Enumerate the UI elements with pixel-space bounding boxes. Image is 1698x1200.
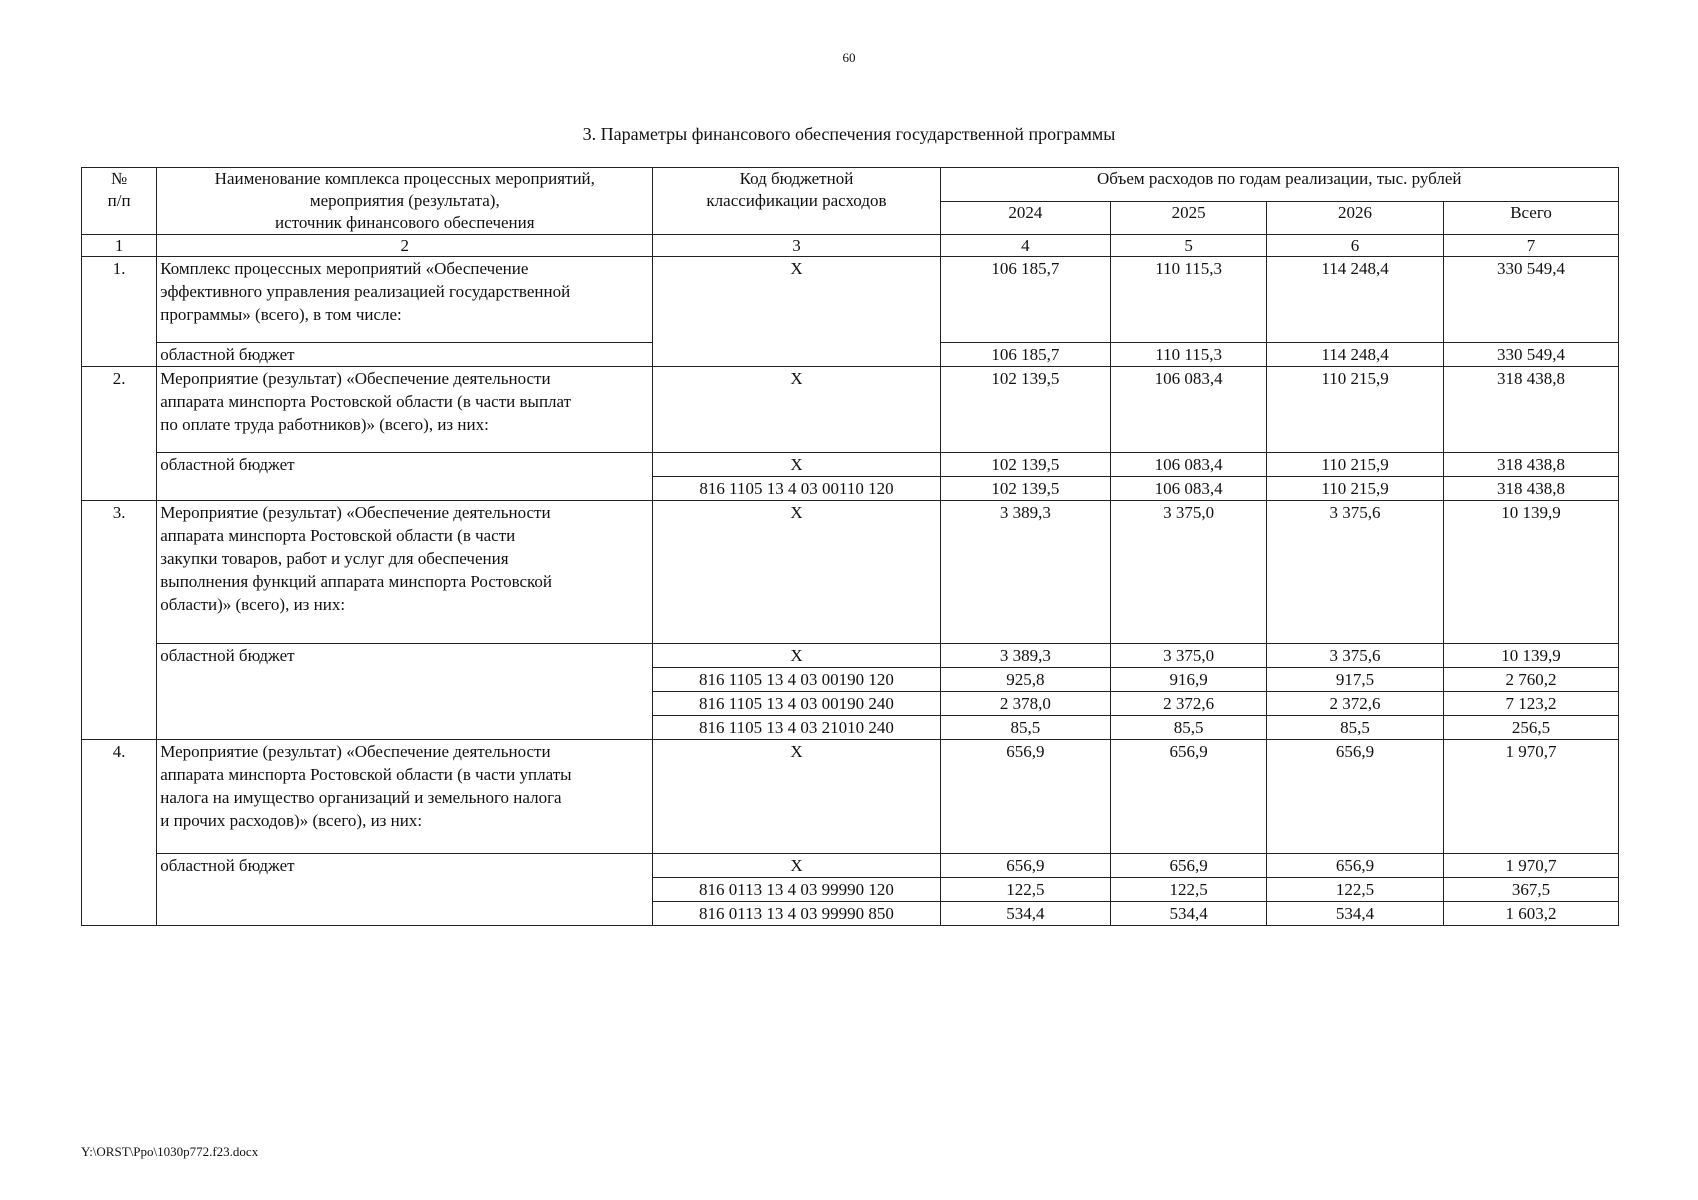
amount-cell: 114 248,4 (1267, 343, 1444, 367)
measure-name-line: области)» (всего), из них: (160, 595, 346, 614)
funding-source: областной бюджет (157, 343, 653, 367)
group-main-row (82, 740, 1619, 854)
amount-cell: 122,5 (1111, 878, 1267, 902)
column-number: 6 (1267, 235, 1444, 257)
amount-cell: 1 970,7 (1444, 740, 1619, 854)
budget-code: X (653, 257, 940, 367)
measure-name-line: Мероприятие (результат) «Обеспечение деятельности (160, 503, 551, 522)
measure-name-line: выполнения функций аппарата минспорта Ростовской (160, 572, 553, 591)
budget-code: X (653, 740, 940, 854)
amount-cell: 106 083,4 (1111, 477, 1267, 501)
header-year-2024: 2024 (940, 201, 1111, 235)
amount-cell: 3 375,6 (1267, 644, 1444, 668)
finance-table (81, 167, 1619, 926)
group-main-row (82, 501, 1619, 644)
amount-cell: 916,9 (1111, 668, 1267, 692)
amount-cell: 2 760,2 (1444, 668, 1619, 692)
header-volume: Объем расходов по годам реализации, тыс. рублей (940, 168, 1618, 202)
column-number: 3 (653, 235, 940, 257)
row-number: 2. (82, 367, 157, 501)
budget-code: 816 1105 13 4 03 21010 240 (653, 716, 940, 740)
column-number: 7 (1444, 235, 1619, 257)
measure-name-line: эффективного управления реализацией государственной (160, 282, 571, 301)
measure-name-line: аппарата минспорта Ростовской области (в части уплаты (160, 765, 572, 784)
amount-cell: 925,8 (940, 668, 1111, 692)
amount-cell: 330 549,4 (1444, 257, 1619, 343)
amount-cell: 110 215,9 (1267, 367, 1444, 453)
amount-cell: 656,9 (1267, 740, 1444, 854)
amount-cell: 122,5 (1267, 878, 1444, 902)
measure-name-line: Комплекс процессных мероприятий «Обеспечение (160, 259, 529, 278)
group-sub-row (82, 854, 1619, 878)
table-body (82, 235, 1619, 926)
header-year-2025: 2025 (1111, 201, 1267, 235)
header-name: Наименование комплекса процессных мероприятий, мероприятия (результата), источник финансового обеспечения (157, 168, 653, 235)
section-title: 3. Параметры финансового обеспечения государственной программы (582, 124, 1116, 144)
funding-source: областной бюджет (157, 453, 653, 501)
measure-name-line: программы» (всего), в том числе: (160, 305, 402, 324)
amount-cell: 2 378,0 (940, 692, 1111, 716)
group-main-row (82, 367, 1619, 453)
budget-code: X (653, 367, 940, 453)
measure-name-line: Мероприятие (результат) «Обеспечение деятельности (160, 369, 551, 388)
column-number: 5 (1111, 235, 1267, 257)
amount-cell: 122,5 (940, 878, 1111, 902)
amount-cell: 534,4 (1267, 902, 1444, 926)
page-number: 60 (842, 50, 856, 65)
measure-name-line: налога на имущество организаций и земельного налога (160, 788, 562, 807)
budget-code: X (653, 854, 940, 878)
row-number: 4. (82, 740, 157, 926)
measure-name (157, 740, 653, 854)
column-number: 2 (157, 235, 653, 257)
amount-cell: 110 115,3 (1111, 257, 1267, 343)
amount-cell: 917,5 (1267, 668, 1444, 692)
amount-cell: 656,9 (1267, 854, 1444, 878)
budget-code: 816 0113 13 4 03 99990 120 (653, 878, 940, 902)
amount-cell: 2 372,6 (1267, 692, 1444, 716)
amount-cell: 2 372,6 (1111, 692, 1267, 716)
funding-source: областной бюджет (157, 854, 653, 926)
amount-cell: 318 438,8 (1444, 477, 1619, 501)
amount-cell: 3 375,0 (1111, 501, 1267, 644)
row-number: 1. (82, 257, 157, 367)
measure-name (157, 257, 653, 343)
amount-cell: 318 438,8 (1444, 367, 1619, 453)
header-num: № п/п (82, 168, 157, 235)
column-numbers-row (82, 235, 1619, 257)
budget-code: 816 1105 13 4 03 00190 120 (653, 668, 940, 692)
file-path-footer: Y:\ORST\Ppo\1030p772.f23.docx (81, 1144, 259, 1159)
amount-cell: 102 139,5 (940, 477, 1111, 501)
table-header (82, 168, 1619, 235)
budget-code: 816 1105 13 4 03 00110 120 (653, 477, 940, 501)
amount-cell: 367,5 (1444, 878, 1619, 902)
amount-cell: 106 083,4 (1111, 367, 1267, 453)
amount-cell: 3 375,0 (1111, 644, 1267, 668)
header-total: Всего (1444, 201, 1619, 235)
measure-name-line: аппарата минспорта Ростовской области (в части (160, 526, 516, 545)
measure-name-line: закупки товаров, работ и услуг для обеспечения (160, 549, 509, 568)
amount-cell: 656,9 (940, 854, 1111, 878)
budget-code: X (653, 644, 940, 668)
measure-name-line: по оплате труда работников)» (всего), из них: (160, 415, 489, 434)
amount-cell: 110 215,9 (1267, 453, 1444, 477)
row-number: 3. (82, 501, 157, 740)
budget-code: 816 0113 13 4 03 99990 850 (653, 902, 940, 926)
budget-code: X (653, 453, 940, 477)
group-sub-row (82, 453, 1619, 477)
amount-cell: 1 603,2 (1444, 902, 1619, 926)
amount-cell: 256,5 (1444, 716, 1619, 740)
amount-cell: 85,5 (1111, 716, 1267, 740)
measure-name (157, 367, 653, 453)
column-number: 1 (82, 235, 157, 257)
amount-cell: 318 438,8 (1444, 453, 1619, 477)
measure-name-line: аппарата минспорта Ростовской области (в части выплат (160, 392, 572, 411)
amount-cell: 656,9 (940, 740, 1111, 854)
amount-cell: 114 248,4 (1267, 257, 1444, 343)
amount-cell: 330 549,4 (1444, 343, 1619, 367)
budget-code: X (653, 501, 940, 644)
funding-source: областной бюджет (157, 644, 653, 740)
amount-cell: 110 115,3 (1111, 343, 1267, 367)
amount-cell: 1 970,7 (1444, 854, 1619, 878)
column-number: 4 (940, 235, 1111, 257)
amount-cell: 106 185,7 (940, 257, 1111, 343)
group-main-row (82, 257, 1619, 343)
measure-name (157, 501, 653, 644)
amount-cell: 106 185,7 (940, 343, 1111, 367)
amount-cell: 102 139,5 (940, 367, 1111, 453)
measure-name-line: Мероприятие (результат) «Обеспечение деятельности (160, 742, 551, 761)
amount-cell: 656,9 (1111, 854, 1267, 878)
amount-cell: 110 215,9 (1267, 477, 1444, 501)
amount-cell: 102 139,5 (940, 453, 1111, 477)
amount-cell: 85,5 (1267, 716, 1444, 740)
amount-cell: 534,4 (940, 902, 1111, 926)
amount-cell: 534,4 (1111, 902, 1267, 926)
amount-cell: 7 123,2 (1444, 692, 1619, 716)
amount-cell: 10 139,9 (1444, 644, 1619, 668)
amount-cell: 3 389,3 (940, 501, 1111, 644)
amount-cell: 3 375,6 (1267, 501, 1444, 644)
group-sub-row (82, 644, 1619, 668)
amount-cell: 85,5 (940, 716, 1111, 740)
measure-name-line: и прочих расходов)» (всего), из них: (160, 811, 423, 830)
amount-cell: 10 139,9 (1444, 501, 1619, 644)
header-year-2026: 2026 (1267, 201, 1444, 235)
amount-cell: 106 083,4 (1111, 453, 1267, 477)
header-code: Код бюджетной классификации расходов (653, 168, 940, 235)
budget-code: 816 1105 13 4 03 00190 240 (653, 692, 940, 716)
amount-cell: 656,9 (1111, 740, 1267, 854)
amount-cell: 3 389,3 (940, 644, 1111, 668)
